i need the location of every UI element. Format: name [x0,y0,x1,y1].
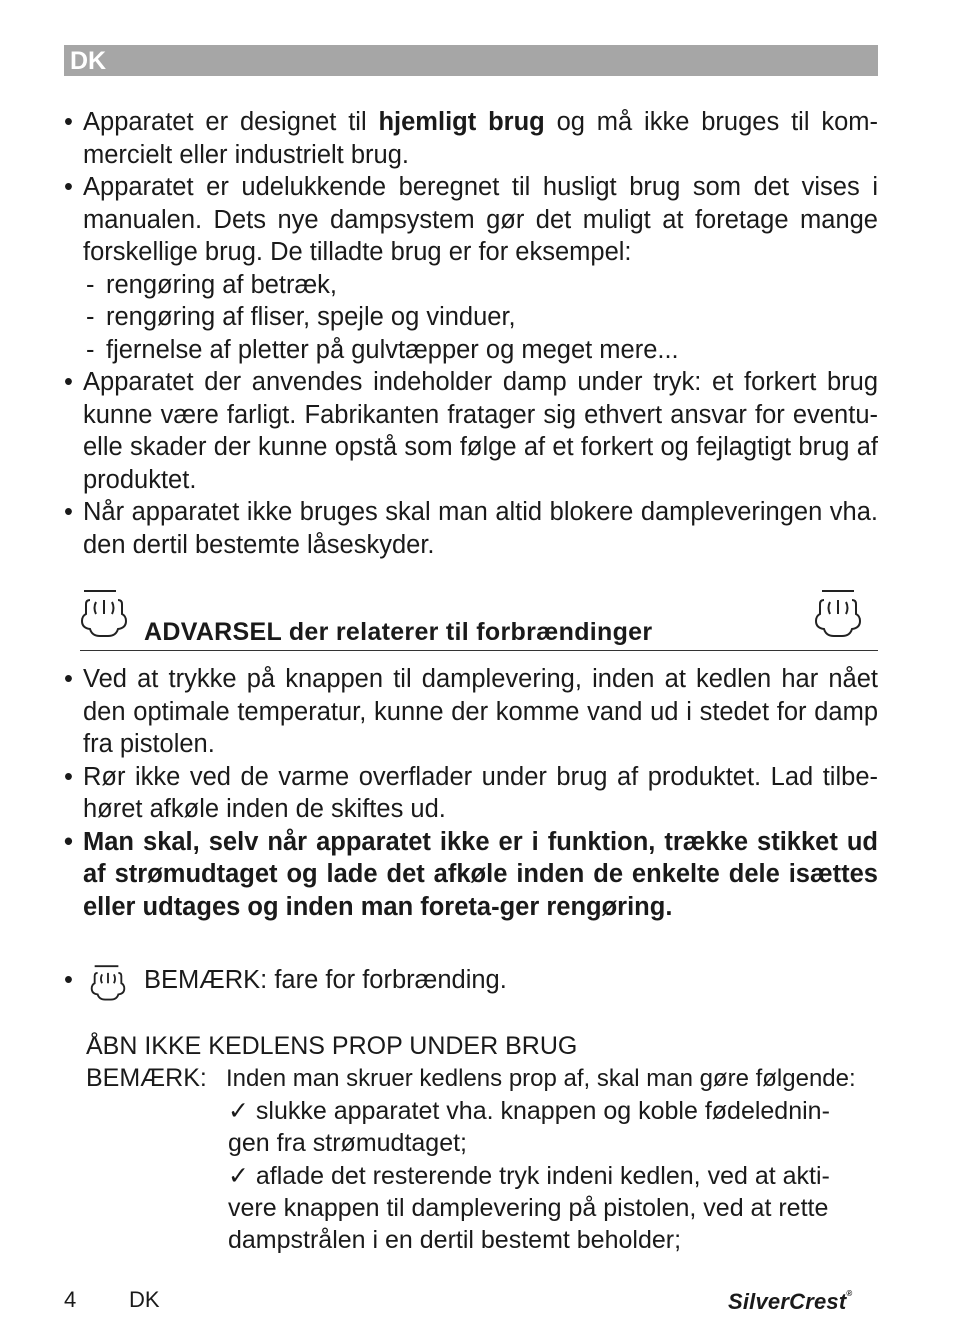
hot-surface-icon [814,588,862,642]
warning-title: ADVARSEL der relaterer til forbrændinger [144,618,653,646]
bullet-dot: • [64,762,73,791]
bullet-dot: • [64,498,73,526]
warning-bullets [64,663,878,923]
note-warning-text: BEMÆRK: fare for forbrænding. [144,966,507,994]
list-item: • Apparatet er designet til hjemligt brug og må ikke bruges til kom-mercielt eller industrielt brug. [64,108,878,169]
language-header-bar [64,45,878,76]
page-number: 4 [64,1287,77,1312]
footer-language: DK [129,1287,160,1312]
bullet-dot: • [64,665,73,693]
language-tag: DK [70,47,107,75]
note-heading: ÅBN IKKE KEDLENS PROP UNDER BRUG [86,1032,578,1060]
list-item [64,826,878,924]
checklist-line: gen fra strømudtaget; [228,1129,468,1157]
brand-logo: SilverCrest® [728,1289,853,1314]
checklist-line: vere knappen til damplevering på pistolen, ved at rette [228,1194,829,1222]
warning-heading [80,588,878,651]
bullet-dot: • [64,368,73,396]
list-item: • Når apparatet ikke bruges skal man altid blokere dampleveringen vha. den dertil bestemte låseskyder. [64,498,878,559]
checklist-line: ✓ aflade det resterende tryk indeni kedlen, ved at akti- [228,1162,830,1190]
hot-surface-icon [90,964,126,1004]
list-item: • Ved at trykke på knappen til damplevering, inden at kedlen har nået den optimale temperatur, kunne der komme vand ud i stedet for damp fra pistolen. [64,665,878,758]
bullet-dot: • [64,108,73,136]
bullet-dot: • [64,827,73,856]
note-label: BEMÆRK: [86,1064,207,1092]
list-item: • Rør ikke ved de varme overflader under brug af produktet. Lad tilbe-høret afkøle inden de skiftes ud. [64,762,878,823]
note-intro: Inden man skruer kedlens prop af, skal man gøre følgende: [226,1065,856,1092]
emphasis-text: Man skal, selv når apparatet ikke er i funktion, trække stikket ud af strømudtaget og lade det afkøle inden de enkelte dele isættes eller udtages og inden man foreta-ger rengøring. [83,827,878,921]
list-item: • Apparatet der anvendes indeholder damp under tryk: et forkert brug kunne være farligt. Fabrikanten fratager sig ethvert ansvar for eventu-elle skader der kunne opstå som følge af et forkert og fejlagtigt brug af produktet. [64,368,878,494]
bullet-dot: • [64,966,73,994]
usage-bullets [64,106,878,561]
list-item: • Apparatet er udelukkende beregnet til husligt brug som det vises i manualen. Dets nye dampsystem gør det muligt at foretage mange forskellige brug. De tilladte brug er for eksempel: [64,173,878,266]
list-item: - rengøring af fliser, spejle og vinduer, [86,303,516,331]
checklist-line: ✓ slukke apparatet vha. knappen og koble fødelednin- [228,1097,830,1125]
hot-surface-icon [80,588,128,642]
checklist-line: dampstrålen i en dertil bestemt beholder; [228,1226,682,1254]
bullet-dot: • [64,173,73,201]
emphasis-text: hjemligt brug [378,108,545,136]
list-item: - fjernelse af pletter på gulvtæpper og meget mere... [86,335,679,364]
list-item: - rengøring af betræk, [86,270,338,299]
